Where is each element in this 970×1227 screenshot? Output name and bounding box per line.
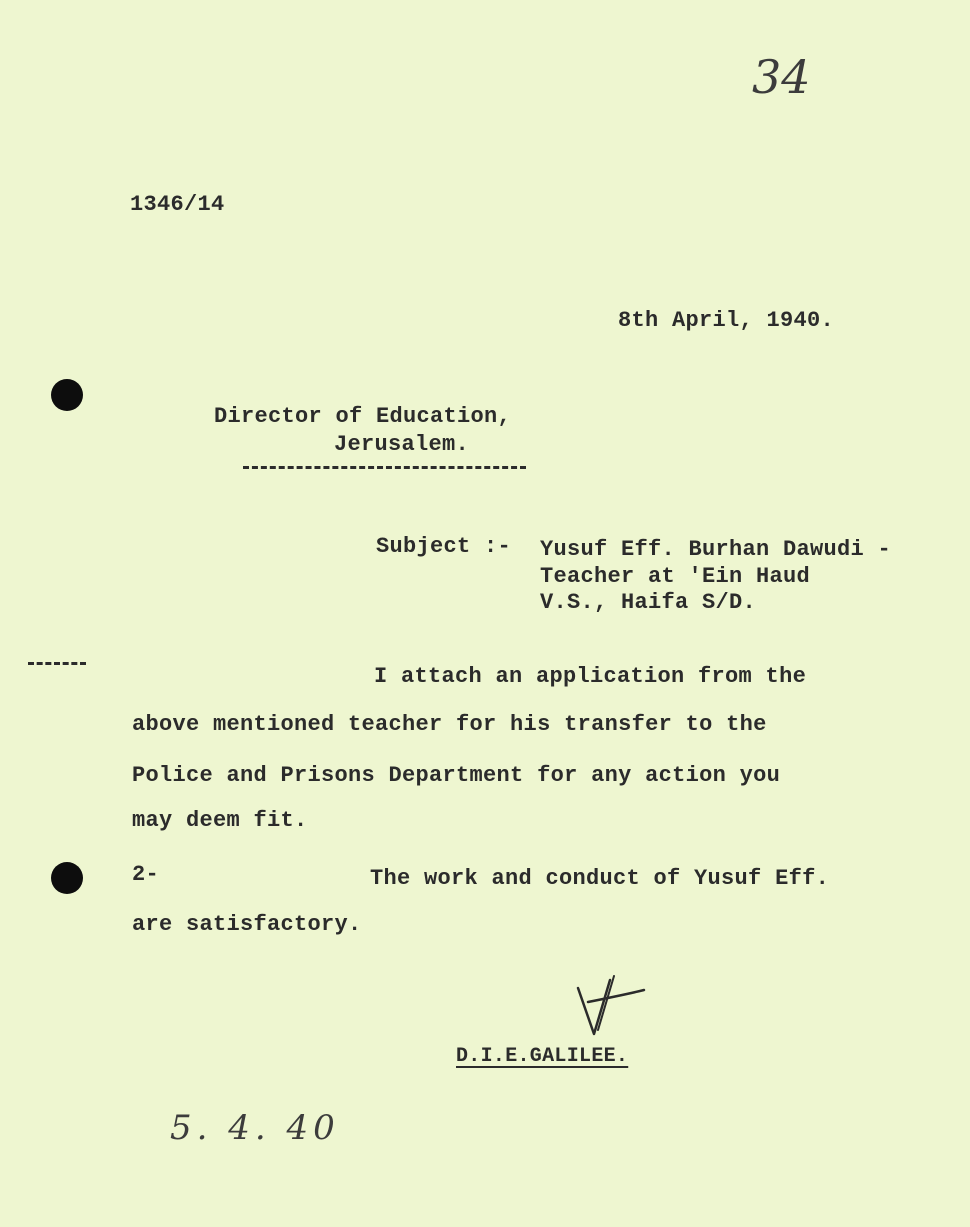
addressee-line-1: Director of Education, bbox=[214, 404, 512, 429]
punch-hole-bottom bbox=[51, 862, 83, 894]
paragraph-2-line-2: are satisfactory. bbox=[132, 912, 362, 937]
handwritten-initials bbox=[568, 972, 654, 1044]
handwritten-date: 5. 4. 40 bbox=[170, 1108, 340, 1148]
subject-line-2: Teacher at 'Ein Haud bbox=[540, 564, 811, 589]
page-number: 34 bbox=[752, 50, 811, 104]
subject-line-1: Yusuf Eff. Burhan Dawudi - bbox=[540, 537, 892, 562]
paragraph-2-number: 2- bbox=[132, 862, 160, 887]
subject-label: Subject :- bbox=[376, 534, 512, 559]
addressee-rule bbox=[243, 466, 526, 469]
margin-dash bbox=[28, 662, 86, 665]
punch-hole-top bbox=[51, 379, 83, 411]
subject-line-3: V.S., Haifa S/D. bbox=[540, 590, 757, 615]
paragraph-1-line-2: above mentioned teacher for his transfer to the bbox=[132, 712, 767, 737]
paragraph-1-line-1: I attach an application from the bbox=[374, 664, 807, 689]
addressee-line-2: Jerusalem. bbox=[334, 432, 470, 457]
letter-date: 8th April, 1940. bbox=[618, 308, 835, 333]
paragraph-1-line-4: may deem fit. bbox=[132, 808, 308, 833]
paragraph-1-line-3: Police and Prisons Department for any action you bbox=[132, 763, 781, 788]
paragraph-2-line-1: The work and conduct of Yusuf Eff. bbox=[370, 866, 830, 891]
signatory-title: D.I.E.GALILEE. bbox=[456, 1045, 629, 1068]
reference-number: 1346/14 bbox=[130, 192, 225, 217]
